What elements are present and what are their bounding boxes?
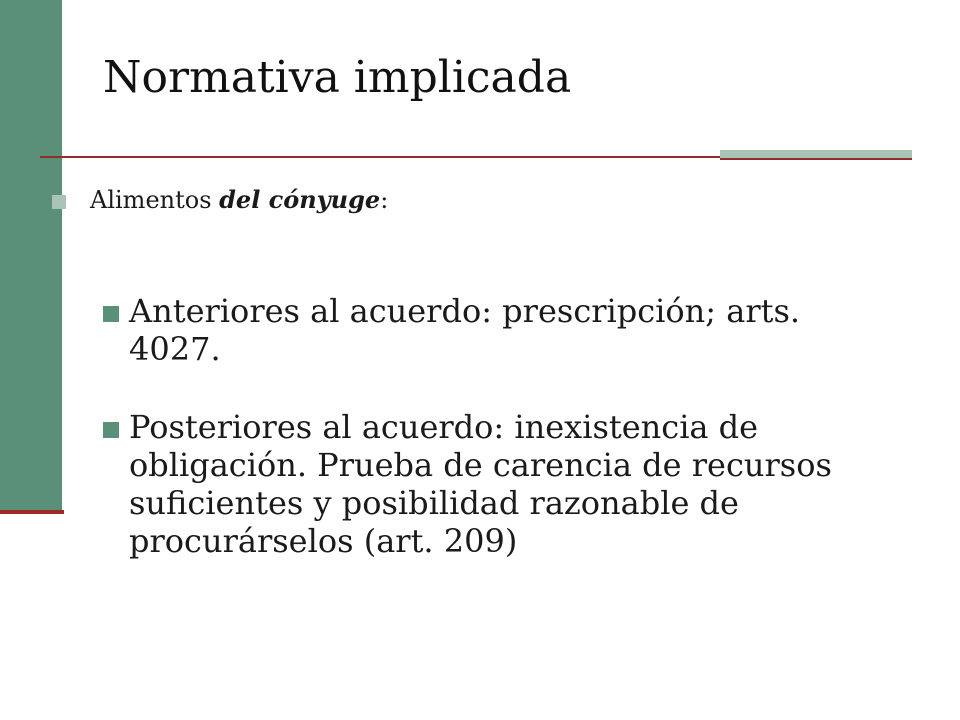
slide-title: Normativa implicada <box>103 52 572 103</box>
side-decor-bar <box>0 0 62 510</box>
sub-bullet <box>103 292 863 368</box>
main-bullet-text <box>90 184 388 216</box>
title-accent-underline <box>720 158 912 160</box>
square-bullet-icon <box>103 306 119 322</box>
main-bullet-emphasis: del cónyuge <box>219 185 381 214</box>
title-accent-block <box>720 150 912 158</box>
square-bullet-icon <box>103 422 119 438</box>
main-bullet-suffix: : <box>380 186 389 214</box>
sub-bullet-text: Anteriores al acuerdo: prescripción; arts. 4027. <box>129 292 801 368</box>
square-bullet-icon <box>52 195 66 209</box>
side-decor-underline <box>0 510 64 514</box>
main-bullet-prefix: Alimentos <box>90 186 220 214</box>
sub-bullet <box>103 408 863 560</box>
sub-bullet-text: Posteriores al acuerdo: inexistencia de obligación. Prueba de carencia de recursos suficientes y posibilidad razonable de procurárselos (art. 209) <box>129 408 832 560</box>
